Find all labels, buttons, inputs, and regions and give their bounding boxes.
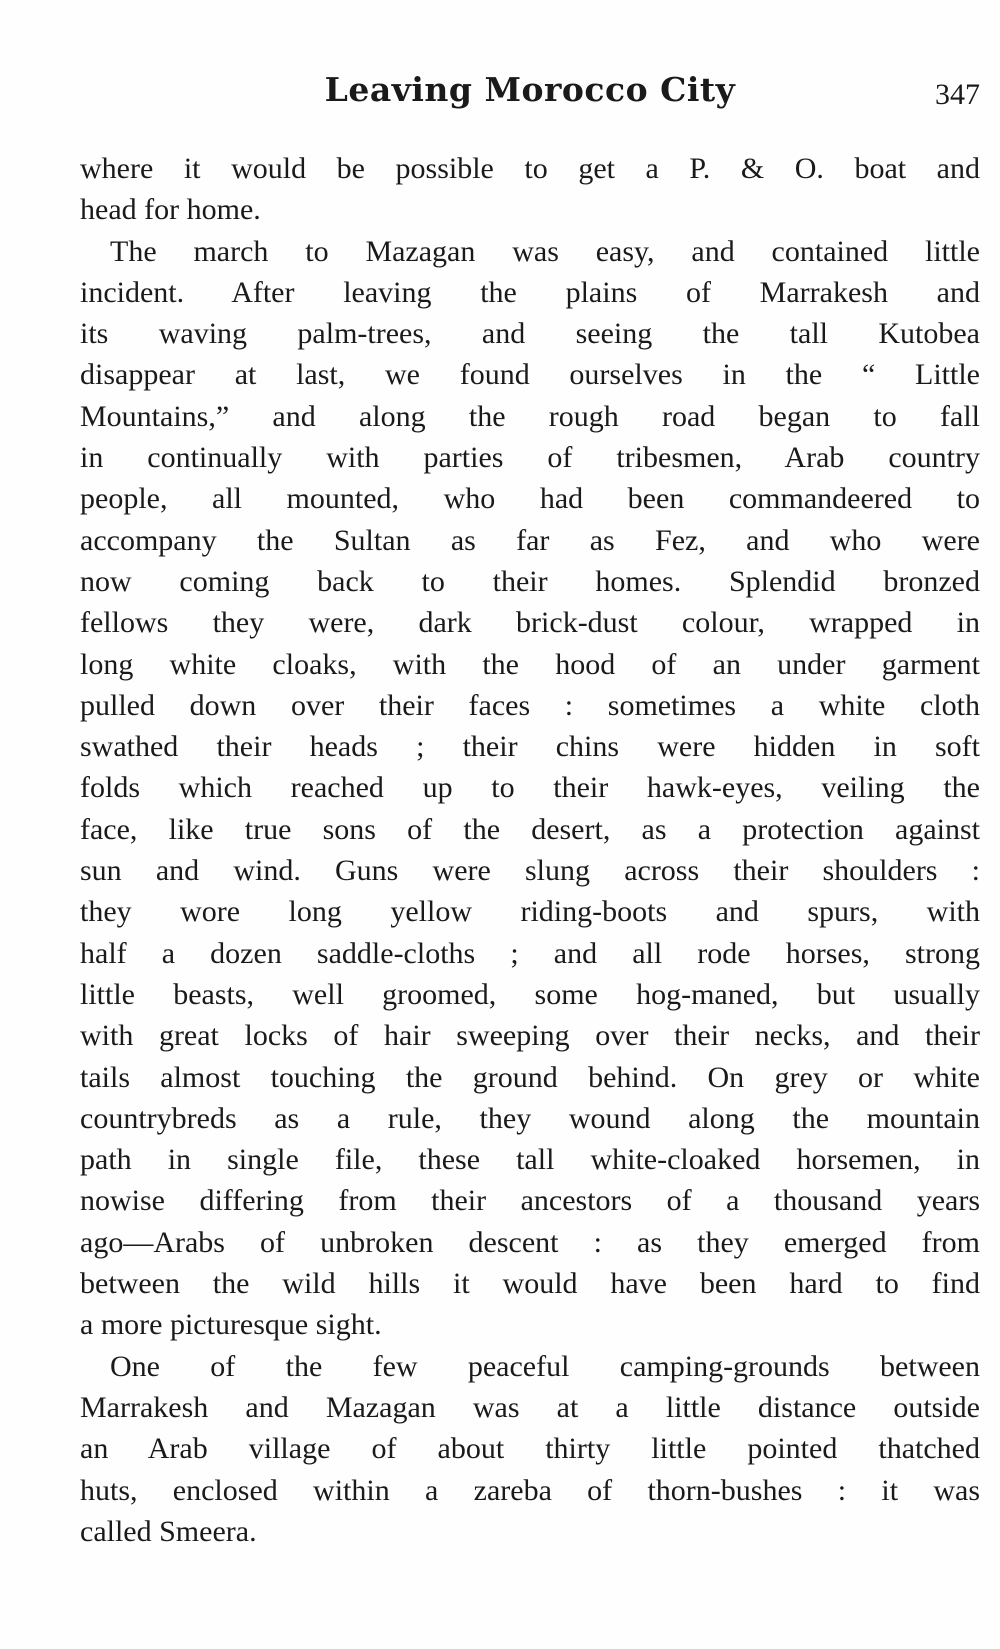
text-line: Mountains,” and along the rough road began to fall — [80, 399, 980, 433]
text-line: swathed their heads ; their chins were hidden in soft — [80, 730, 980, 764]
text-line: One of the few peaceful camping-grounds between — [110, 1349, 980, 1383]
text-line: face, like true sons of the desert, as a protection against — [80, 812, 980, 846]
text-line: now coming back to their homes. Splendid bronzed — [80, 564, 980, 598]
text-line: fellows they were, dark brick-dust colour, wrapped in — [80, 606, 980, 640]
text-line: with great locks of hair sweeping over their necks, and their — [80, 1019, 980, 1053]
text-line: Marrakesh and Mazagan was at a little distance outside — [80, 1390, 980, 1424]
text-line: incident. After leaving the plains of Marrakesh and — [80, 275, 980, 309]
text-line: folds which reached up to their hawk-eyes, veiling the — [80, 771, 980, 805]
text-line: they wore long yellow riding-boots and spurs, with — [80, 895, 980, 929]
text-line: nowise differing from their ancestors of a thousand years — [80, 1184, 980, 1218]
running-title: Leaving Morocco City — [324, 70, 736, 109]
text-line: people, all mounted, who had been commandeered to — [80, 482, 980, 516]
text-line: long white cloaks, with the hood of an under garment — [80, 647, 980, 681]
text-line: disappear at last, we found ourselves in the “ Little — [80, 358, 980, 392]
text-line: ago—Arabs of unbroken descent : as they emerged from — [80, 1225, 980, 1259]
text-line: accompany the Sultan as far as Fez, and who were — [80, 523, 980, 557]
text-line: where it would be possible to get a P. & O. boat and — [80, 152, 980, 185]
page-number: 347 — [935, 78, 980, 111]
text-line: called Smeera. — [80, 1514, 257, 1548]
text-line: path in single file, these tall white-cloaked horsemen, in — [80, 1143, 980, 1177]
text-line: a more picturesque sight. — [80, 1308, 382, 1342]
text-line: between the wild hills it would have been hard to find — [80, 1267, 980, 1301]
text-line: huts, enclosed within a zareba of thorn-bushes : it was — [80, 1473, 980, 1507]
text-line: The march to Mazagan was easy, and contained little — [110, 234, 980, 268]
text-line: tails almost touching the ground behind. On grey or white — [80, 1060, 980, 1094]
text-line: an Arab village of about thirty little pointed thatched — [80, 1432, 980, 1466]
body-text — [80, 148, 980, 1552]
page-header — [80, 70, 980, 130]
text-line: in continually with parties of tribesmen, Arab country — [80, 441, 980, 475]
text-line: sun and wind. Guns were slung across their shoulders : — [80, 854, 980, 888]
text-line: little beasts, well groomed, some hog-maned, but usually — [80, 977, 980, 1011]
text-line: countrybreds as a rule, they wound along the mountain — [80, 1101, 980, 1135]
text-line: its waving palm-trees, and seeing the tall Kutobea — [80, 317, 980, 351]
text-line: head for home. — [80, 193, 261, 227]
text-line: half a dozen saddle-cloths ; and all rode horses, strong — [80, 936, 980, 970]
text-line: pulled down over their faces : sometimes a white cloth — [80, 688, 980, 722]
